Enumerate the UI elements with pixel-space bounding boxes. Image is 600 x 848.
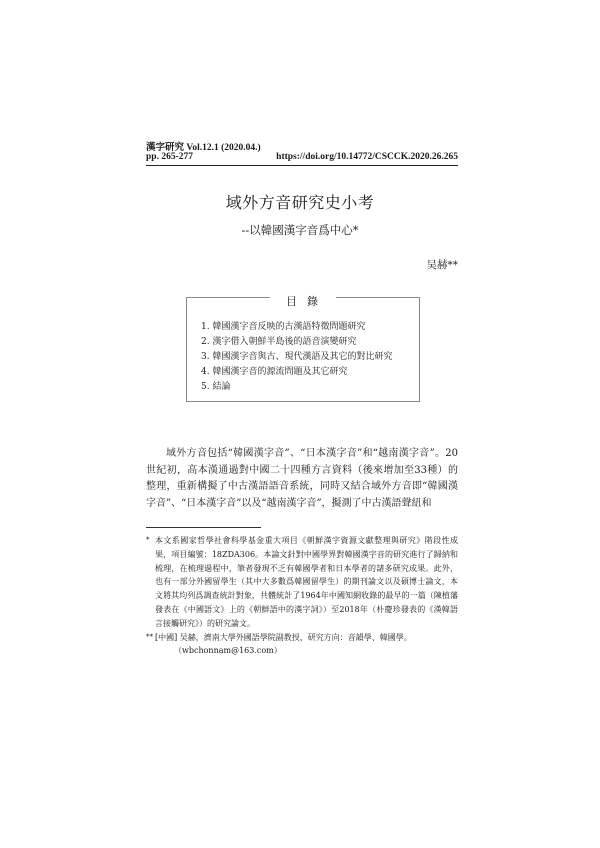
page-range: pp. 265-277 [146,152,193,162]
footnotes [146,534,458,658]
paper-subtitle: --以韓國漢字音爲中心* [241,223,359,237]
footnote-funding [146,534,458,631]
doi-link[interactable]: https://doi.org/10.14772/CSCCK.2020.26.265 [276,152,458,162]
toc-list [201,320,392,395]
body-paragraph: 域外方音包括“韓國漢字音”、“日本漢字音”和“越南漢字音”。20世紀初，高本漢通過對中國二十四種方言資料（後來增加至33種）的整理，重新構擬了中古漢語語音系統，同時又結合域外方音即“韓國漢字音”、“日本漢字音”以及“越南漢字音”，擬測了中古漢語聲紐和 [146,448,458,509]
footnote-text: 本文系國家哲學社會科學基金重大項目《朝鮮漢字資源文獻整理與研究》階段性成果，項目編號：18ZDA306。本論文針對中國學界對韓國漢字音的研究進行了歸納和梳理，在梳理過程中，筆者發現不乏有韓國學者和日本學者的諸多研究成果。此外，也有一部分外國留學生（其中大多數爲韓國留學生）的期刊論文以及碩博士論文，本文將其均列爲調查統計對象，共體統計了1964年中國知網收錄的最早的一篇（陳植藩發表在《中國語文》上的《朝鮮語中的漢字詞》）至2018年（朴慶珍發表的《漢韓語言接觸研究》）的研究論文。 [155,536,458,628]
toc-item: 1. 韓國漢字音反映的古漢語特徵問題研究 [201,322,366,332]
footnote-text: [中國] 吴赫，濟南大學外國語學院副教授，研究方向：音韻學、韓國學。 [155,632,412,642]
journal-citation: 漢字研究 Vol.12.1 (2020.04.) [146,143,261,153]
header-rule [146,165,458,166]
paper-title: 域外方音研究史小考 [225,193,375,212]
toc-item: 5. 結論 [201,382,231,392]
footnote-mark: * [146,536,150,544]
toc-heading: 目錄 [270,293,336,309]
toc-item: 4. 韓國漢字音的源流問題及其它研究 [201,367,348,377]
footnote-author [146,631,458,645]
author-email[interactable]: （wbchonnam@163.com） [174,646,282,656]
footnote-mark: ** [146,632,153,641]
footnote-rule [146,527,261,528]
author-name: 吴赫** [426,259,458,271]
running-header [146,152,458,162]
table-of-contents [186,297,420,402]
body-text [146,446,458,512]
toc-item: 2. 漢字借入朝鮮半島後的語音演變研究 [201,337,357,347]
toc-item: 3. 韓國漢字音與古、現代漢語及其它的對比研究 [201,352,393,362]
